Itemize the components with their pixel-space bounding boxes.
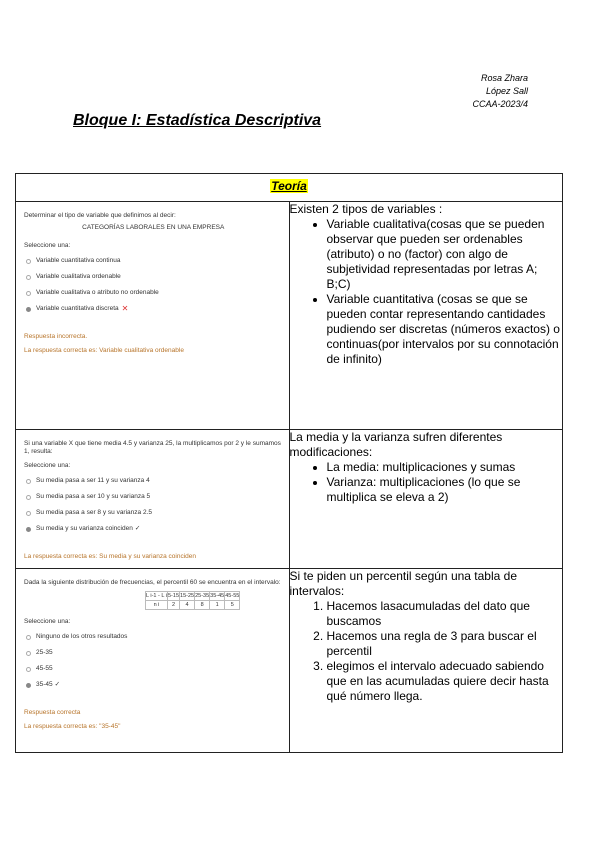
- correct-answer-text: La respuesta correcta es: "35-45": [24, 723, 121, 730]
- radio-icon: [26, 651, 31, 656]
- explanation-cell-3: [289, 569, 563, 753]
- theory-header: Teoría: [271, 179, 307, 193]
- list-item: 3. elegimos el intervalo adecuado sabiendo que en las acumuladas quiere decir hasta qué número llega.: [327, 659, 563, 704]
- quiz-screenshot-3: [16, 569, 289, 752]
- radio-icon: [26, 259, 31, 264]
- explanation-intro: La media y la varianza sufren diferentes modificaciones:: [289, 430, 503, 459]
- radio-icon: [26, 635, 31, 640]
- explanation-list: [290, 599, 563, 704]
- question-text: Determinar el tipo de variable que definimos al decir:: [24, 212, 176, 219]
- option: Ninguno de los otros resultados: [24, 633, 283, 641]
- question-text: Dada la siguiente distribución de frecuencias, el percentil 60 se encuentra en el intervalo:: [24, 579, 281, 586]
- option-selected: Variable cuantitativa discreta ✕: [24, 305, 283, 313]
- theory-table: [15, 173, 563, 753]
- cross-icon: ✕: [121, 304, 129, 313]
- select-label: Seleccione una:: [24, 462, 71, 469]
- option: Variable cualitativa ordenable: [24, 273, 283, 281]
- frequency-table: [145, 591, 240, 610]
- option: Su media pasa a ser 11 y su varianza 4: [24, 477, 283, 485]
- explanation-intro: Si te piden un percentil según una tabla de intervalos:: [289, 569, 518, 598]
- feedback-text: Respuesta correcta: [24, 709, 81, 716]
- author-name: Rosa Zhara: [480, 73, 528, 83]
- list-item: • Variable cuantitativa (cosas se que se pueden contar representando cantidades pudiendo ser discretas (números exactos) o continuas(por intervalos por su connotación de infinito): [327, 292, 563, 367]
- radio-icon: [26, 291, 31, 296]
- radio-icon: [26, 511, 31, 516]
- radio-selected-icon: [26, 307, 31, 312]
- list-item: • La media: multiplicaciones y sumas: [327, 460, 563, 475]
- radio-selected-icon: [26, 683, 31, 688]
- table-row: L i-1 - L i 5-15 15-25 25-35 35-45 45-55: [146, 593, 240, 599]
- author-surname: López Sall: [485, 86, 528, 96]
- quiz-screenshot-1: [16, 202, 289, 429]
- question-text: Si una variable X que tiene media 4.5 y varianza 25, la multiplicamos por 2 y le sumamos 1, resulta:: [24, 440, 281, 455]
- option: 25-35: [24, 649, 283, 657]
- course-code: CCAA-2023/4: [472, 99, 528, 109]
- quiz-screenshot-2: [16, 430, 289, 568]
- explanation-cell-1: [289, 202, 563, 430]
- explanation-list: [290, 217, 563, 367]
- check-icon: ✓: [54, 681, 61, 688]
- feedback-text: Respuesta incorrecta.: [24, 333, 88, 340]
- radio-icon: [26, 495, 31, 500]
- check-icon: ✓: [134, 525, 141, 532]
- explanation-intro: Existen 2 tipos de variables :: [289, 202, 443, 216]
- list-item: • Variable cualitativa(cosas que se pueden observar que pueden ser ordenables (atributo) o no (factor) con algo de subjetividad representadas por letras A; B;C): [327, 217, 563, 292]
- list-item: • Varianza: multiplicaciones (lo que se multiplica se eleva a 2): [327, 475, 563, 505]
- explanation-list: [290, 460, 563, 505]
- quiz-cell-1: [16, 202, 290, 430]
- radio-icon: [26, 275, 31, 280]
- option-selected: 35-45 ✓: [24, 681, 283, 689]
- question-subject: CATEGORÍAS LABORALES EN UNA EMPRESA: [82, 224, 225, 231]
- select-label: Seleccione una:: [24, 618, 71, 625]
- correct-answer-text: La respuesta correcta es: Variable cualitativa ordenable: [24, 347, 184, 354]
- option: Su media pasa a ser 10 y su varianza 5: [24, 493, 283, 501]
- quiz-cell-2: [16, 430, 290, 569]
- correct-answer-text: La respuesta correcta es: Su media y su varianza coinciden: [24, 553, 196, 560]
- list-item: 1. Hacemos lasacumuladas del dato que buscamos: [327, 599, 563, 629]
- option-selected: Su media y su varianza coinciden ✓: [24, 525, 283, 533]
- radio-selected-icon: [26, 527, 31, 532]
- option: 45-55: [24, 665, 283, 673]
- radio-icon: [26, 479, 31, 484]
- select-label: Seleccione una:: [24, 242, 71, 249]
- option: Variable cualitativa o atributo no ordenable: [24, 289, 283, 297]
- option: Variable cuantitativa continua: [24, 257, 283, 265]
- list-item: 2. Hacemos una regla de 3 para buscar el percentil: [327, 629, 563, 659]
- page-title: Bloque I: Estadística Descriptiva: [73, 112, 322, 129]
- theory-header-cell: [16, 174, 563, 202]
- explanation-cell-2: [289, 430, 563, 569]
- table-row: n i 2 4 8 1 5: [146, 601, 240, 610]
- radio-icon: [26, 667, 31, 672]
- quiz-cell-3: [16, 569, 290, 753]
- author-block: [472, 72, 528, 111]
- option: Su media pasa a ser 8 y su varianza 2.5: [24, 509, 283, 517]
